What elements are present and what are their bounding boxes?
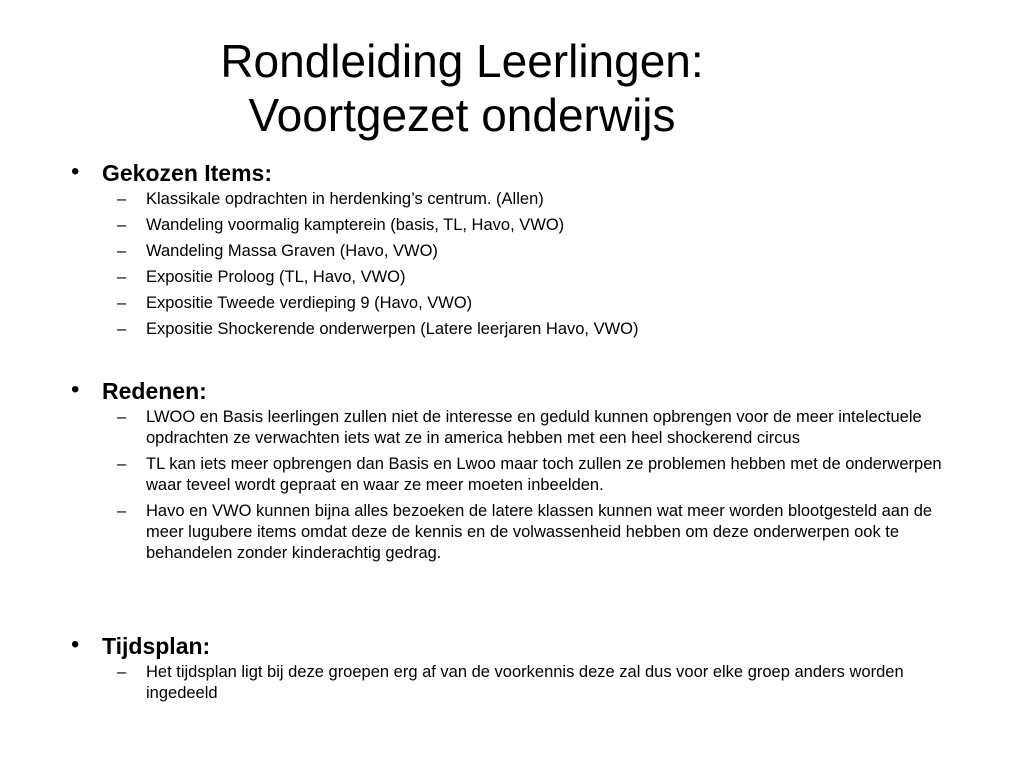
list-item bbox=[0, 189, 1024, 210]
section-redenen bbox=[0, 377, 1024, 569]
bullet-dot: • bbox=[71, 631, 80, 658]
title-line-2: Voortgezet onderwijs bbox=[248, 89, 676, 141]
section-heading: Gekozen Items: bbox=[102, 160, 272, 186]
dash-marker: – bbox=[117, 294, 127, 312]
list-item-text: Havo en VWO kunnen bijna alles bezoeken de latere klassen kunnen wat meer worden blootgesteld aan de meer lugubere items omdat deze de kennis en de volwassenheid hebben om deze onderwerpen ook te behandelen zonder kinderachtig gedrag. bbox=[146, 502, 933, 562]
list-item bbox=[0, 319, 1024, 340]
dash-marker: – bbox=[117, 455, 127, 473]
list-item bbox=[0, 215, 1024, 236]
section-gekozen-items bbox=[0, 159, 1024, 345]
section-tijdsplan bbox=[0, 632, 1024, 709]
list-item bbox=[0, 267, 1024, 288]
list-item-text: TL kan iets meer opbrengen dan Basis en Lwoo maar toch zullen ze problemen hebben met de onderwerpen waar teveel wordt gepraat en waar ze meer moeten inbeelden. bbox=[146, 455, 942, 494]
list-item-text: LWOO en Basis leerlingen zullen niet de interesse en geduld kunnen opbrengen voor de meer intelectuele opdrachten ze verwachten iets wat ze in america hebben met een heel shockerend circus bbox=[146, 408, 922, 447]
section-heading: Tijdsplan: bbox=[102, 633, 211, 659]
bullet-heading-row bbox=[0, 632, 1024, 662]
list-item-text: Expositie Tweede verdieping 9 (Havo, VWO) bbox=[146, 294, 473, 312]
list-item-text: Het tijdsplan ligt bij deze groepen erg af van de voorkennis deze zal dus voor elke groep anders worden ingedeeld bbox=[146, 663, 904, 702]
dash-marker: – bbox=[117, 216, 127, 234]
dash-marker: – bbox=[117, 268, 127, 286]
list-item-text: Expositie Shockerende onderwerpen (Latere leerjaren Havo, VWO) bbox=[146, 320, 639, 338]
list-item-text: Expositie Proloog (TL, Havo, VWO) bbox=[146, 268, 406, 286]
list-item-text: Wandeling voormalig kampterein (basis, TL, Havo, VWO) bbox=[146, 216, 565, 234]
title-line-1: Rondleiding Leerlingen: bbox=[220, 35, 704, 87]
dash-marker: – bbox=[117, 320, 127, 338]
dash-marker: – bbox=[117, 502, 127, 520]
bullet-heading-row bbox=[0, 377, 1024, 407]
list-item bbox=[0, 241, 1024, 262]
dash-marker: – bbox=[117, 663, 127, 681]
list-item-text: Wandeling Massa Graven (Havo, VWO) bbox=[146, 242, 438, 260]
list-item bbox=[0, 501, 1024, 564]
list-item bbox=[0, 454, 1024, 496]
slide-title bbox=[0, 34, 924, 142]
list-item bbox=[0, 407, 1024, 449]
list-item-text: Klassikale opdrachten in herdenking’s centrum. (Allen) bbox=[146, 190, 544, 208]
list-item bbox=[0, 662, 1024, 704]
bullet-dot: • bbox=[71, 158, 80, 185]
section-heading: Redenen: bbox=[102, 378, 207, 404]
bullet-heading-row bbox=[0, 159, 1024, 189]
dash-marker: – bbox=[117, 408, 127, 426]
bullet-dot: • bbox=[71, 376, 80, 403]
dash-marker: – bbox=[117, 242, 127, 260]
list-item bbox=[0, 293, 1024, 314]
dash-marker: – bbox=[117, 190, 127, 208]
